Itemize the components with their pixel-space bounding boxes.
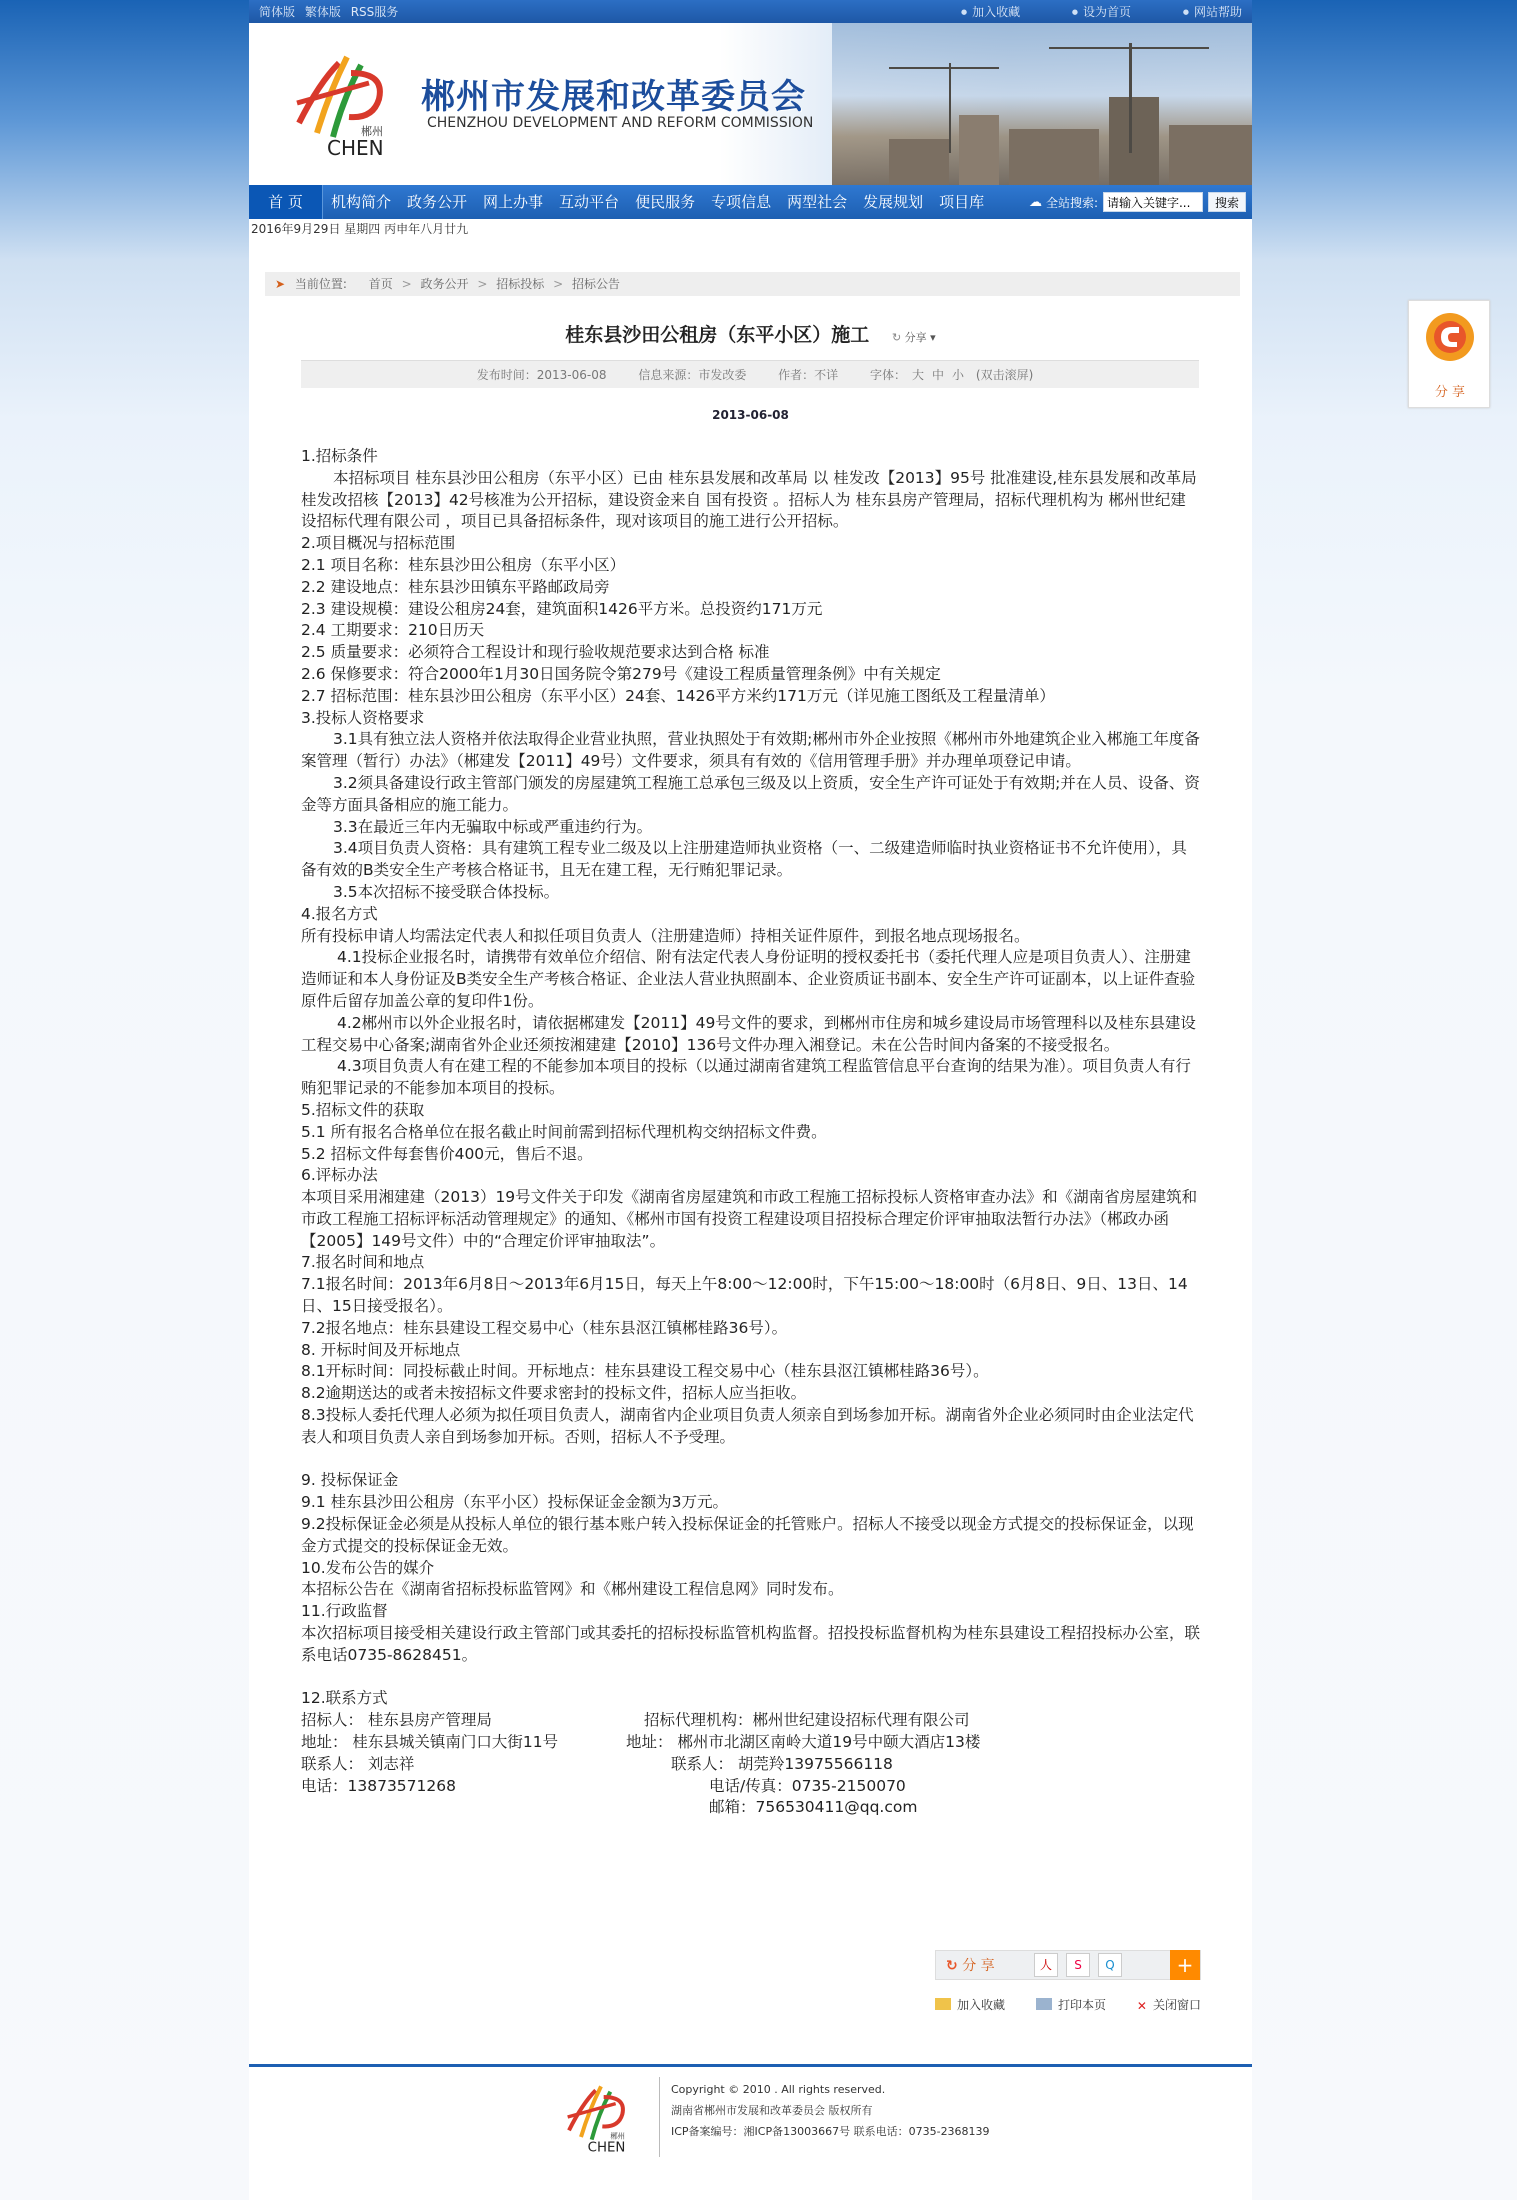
article-paragraph: 7.2报名地点：桂东县建设工程交易中心（桂东县沤江镇郴桂路36号）。 — [301, 1318, 788, 1337]
svg-text:CHEN: CHEN — [587, 2140, 626, 2156]
crane-shape — [1129, 43, 1132, 153]
close-icon: ✕ — [1136, 1999, 1147, 2013]
share-weibo-icon[interactable]: S — [1066, 1953, 1090, 1977]
utility-links — [913, 3, 1242, 20]
footer-icp: ICP备案编号：湘ICP备13003667号 联系电话：0735-2368139 — [671, 2125, 990, 2138]
info-source: 信息来源：市发改委 — [638, 368, 747, 382]
article-paragraph: 4.2郴州市以外企业报名时，请依据郴建发【2011】49号文件的要求，到郴州市住房和城乡建设局市场管理科以及桂东县建设工程交易中心备案;湖南省外企业还须按湘建建【2010】136号文件办理入湘登记。未在公告时间内备案的不接受报名。 — [301, 1013, 1196, 1054]
contact-row — [301, 1710, 1201, 1732]
page-tools — [935, 1996, 1201, 2013]
footer-copyright: Copyright © 2010 . All rights reserved. — [671, 2083, 886, 2096]
article-paragraph — [301, 1667, 1201, 1689]
share-logo-icon — [1421, 307, 1479, 375]
article-paragraph: 2.5 质量要求：必须符合工程设计和现行验收规范要求达到合格 标准 — [301, 643, 770, 662]
article-paragraph: 2.3 建设规模：建设公租房24套，建筑面积1426平方米。总投资约171万元 — [301, 599, 823, 618]
article-paragraph: 3.1具有独立法人资格并依法取得企业营业执照，营业执照处于有效期;郴州市外企业按照《郴州市外地建筑企业入郴施工年度备案管理（暂行）办法》（郴建发【2011】49号）文件要求，须具有有效的《信用管理手册》并办理单项登记申请。 — [301, 730, 1200, 771]
svg-text:郴州: 郴州 — [610, 2131, 625, 2141]
share-qzone-icon[interactable]: Q — [1098, 1953, 1122, 1977]
article-paragraph: 2.7 招标范围：桂东县沙田公租房（东平小区）24套、1426平方米约171万元（详见施工图纸及工程量清单） — [301, 686, 1055, 705]
nav-item-public-services[interactable]: 便民服务 — [635, 193, 696, 211]
contact-agency-email: 邮箱：756530411@qq.com — [709, 1798, 918, 1817]
nav-item-home[interactable]: 首 页 — [249, 185, 323, 219]
article-paragraph — [301, 1449, 1201, 1471]
main-nav — [249, 185, 1252, 219]
site-search — [1029, 192, 1252, 212]
article-paragraph: 本次招标项目接受相关建设行政主管部门或其委托的招标投标监管机构监督。招投投标监督机构为桂东县建设工程招投标办公室，联系电话0735-8628451。 — [301, 1624, 1201, 1664]
add-favorite-tool[interactable]: 加入收藏 — [935, 1996, 1005, 2013]
site-footer — [249, 2064, 1252, 2164]
footer-divider — [659, 2077, 660, 2157]
contact-tenderer-name: 招标人： 桂东县房产管理局 — [301, 1711, 492, 1730]
search-icon: ☁ — [1028, 194, 1042, 210]
article-paragraph: 9.1 桂东县沙田公租房（东平小区）投标保证金金额为3万元。 — [301, 1493, 728, 1512]
footer-logo-icon — [559, 2077, 639, 2157]
site-title: 郴州市发展和改革委员会 — [421, 77, 806, 117]
date-line: 2016年9月29日 星期四 丙申年八月廿九 — [251, 222, 469, 236]
nav-item-about[interactable]: 机构简介 — [331, 193, 392, 211]
share-bar — [935, 1950, 1201, 1980]
article-body — [301, 446, 1201, 1819]
building-shape — [1109, 97, 1159, 185]
article-paragraph: 2.2 建设地点：桂东县沙田镇东平路邮政局旁 — [301, 577, 610, 596]
article-paragraph: 8.2逾期送达的或者未按招标文件要求密封的投标文件，招标人应当拒收。 — [301, 1384, 807, 1403]
article-paragraphs — [301, 446, 1201, 1710]
font-size-small-button[interactable]: 小 — [952, 368, 965, 382]
top-utility-bar — [249, 0, 1252, 23]
article-paragraph: 本项目采用湘建建（2013）19号文件关于印发《湖南省房屋建筑和市政工程施工招标投标人资格审查办法》和《湖南省房屋建筑和市政工程施工招标评标活动管理规定》的通知、《郴州市国有投资工程建设项目招投标合理定价评审抽取法暂行办法》（郴政办函【2005】149号文件）中的“合理定价评审抽取法”。 — [301, 1188, 1198, 1250]
site-help-link[interactable]: ● 网站帮助 — [1183, 5, 1242, 19]
language-links — [259, 3, 404, 20]
page-wrapper — [249, 0, 1252, 2200]
article-paragraph: 本招标项目 桂东县沙田公租房（东平小区）已由 桂东县发展和改革局 以 桂发改【2013】95号 批准建设,桂东县发展和改革局桂发改招核【2013】42号核准为公开招标，建设资金来自 国有投资 。招标人为 桂东县房产管理局，招标代理机构为 郴州世纪建设招标代理有限公司 ，项目已具备招标条件，现对该项目的施工进行公开招标。 — [301, 468, 1197, 531]
floating-share-widget[interactable] — [1408, 300, 1490, 408]
article-title-row — [249, 320, 1252, 347]
publish-time: 发布时间：2013-06-08 — [476, 368, 607, 382]
article-paragraph: 3.3在最近三年内无骗取中标或严重违约行为。 — [333, 817, 653, 836]
crane-shape — [889, 67, 999, 69]
building-shape — [1169, 125, 1252, 185]
article-paragraph: 5.2 招标文件每套售价400元，售后不退。 — [301, 1144, 593, 1163]
printer-icon — [1036, 1998, 1052, 2010]
nav-item-planning[interactable]: 发展规划 — [863, 193, 924, 211]
breadcrumb-bidding-link[interactable]: 招标投标 — [496, 277, 545, 291]
double-click-scroll-hint: (双击滚屏) — [975, 368, 1034, 382]
author: 作者：不详 — [778, 368, 839, 382]
search-label: 全站搜索: — [1045, 195, 1098, 210]
article-paragraph: 8. 开标时间及开标地点 — [301, 1340, 461, 1359]
contact-row — [301, 1776, 1201, 1798]
lang-traditional-link[interactable]: 繁体版 — [304, 5, 341, 19]
breadcrumb-separator-icon: > — [477, 277, 488, 291]
search-input[interactable] — [1103, 192, 1203, 212]
article-paragraph: 本招标公告在《湖南省招标投标监管网》和《郴州建设工程信息网》同时发布。 — [301, 1580, 844, 1599]
breadcrumb-arrow-icon: ➤ — [275, 277, 286, 291]
nav-item-interaction[interactable]: 互动平台 — [559, 193, 620, 211]
building-shape — [959, 115, 999, 185]
article-paragraph: 6.评标办法 — [301, 1166, 378, 1185]
breadcrumb-separator-icon: > — [553, 277, 564, 291]
share-mini-icon: ↻ — [891, 331, 902, 344]
crane-shape — [1049, 47, 1209, 49]
contact-tenderer-person: 联系人： 刘志祥 — [301, 1754, 415, 1773]
add-favorite-link[interactable]: ● 加入收藏 — [961, 5, 1020, 19]
contact-tenderer-address: 地址： 桂东县城关镇南门口大街11号 — [301, 1733, 559, 1752]
article-paragraph: 10.发布公告的媒介 — [301, 1558, 435, 1577]
contact-agency-address: 地址： 郴州市北湖区南岭大道19号中颐大酒店13楼 — [626, 1733, 981, 1752]
breadcrumb-notice-link[interactable]: 招标公告 — [571, 277, 620, 291]
article-paragraph: 9.2投标保证金必须是从投标人单位的银行基本账户转入投标保证金的托管账户。招标人不接受以现金方式提交的投标保证金，以现金方式提交的投标保证金无效。 — [301, 1515, 1194, 1555]
article-paragraph: 2.1 项目名称：桂东县沙田公租房（东平小区） — [301, 555, 626, 574]
font-size-label: 字体： — [870, 368, 907, 382]
font-size-medium-button[interactable]: 中 — [932, 368, 945, 382]
share-bar-label[interactable]: ↻ 分 享 — [946, 1958, 995, 1974]
contact-row — [301, 1797, 1201, 1819]
font-size-large-button[interactable]: 大 — [912, 368, 925, 382]
breadcrumb-affairs-link[interactable]: 政务公开 — [420, 277, 469, 291]
rss-link[interactable]: RSS服务 — [350, 5, 399, 19]
folder-icon — [935, 1998, 951, 2010]
contact-agency-name: 招标代理机构：郴州世纪建设招标代理有限公司 — [644, 1711, 970, 1730]
article-paragraph: 2.项目概况与招标范围 — [301, 534, 456, 553]
article-paragraph: 2.6 保修要求：符合2000年1月30日国务院令第279号《建设工程质量管理条例》中有关规定 — [301, 664, 941, 683]
building-shape — [889, 139, 949, 185]
article-paragraph: 12.联系方式 — [301, 1689, 388, 1708]
breadcrumb — [265, 272, 1240, 296]
close-window-tool[interactable]: ✕ 关闭窗口 — [1136, 1998, 1201, 2013]
crane-shape — [949, 63, 951, 153]
contact-row — [301, 1754, 1201, 1776]
footer-owner: 湖南省郴州市发展和改革委员会 版权所有 — [671, 2104, 873, 2117]
article-paragraph: 2.4 工期要求：210日历天 — [301, 621, 485, 640]
article-paragraph: 3.投标人资格要求 — [301, 708, 425, 727]
set-homepage-link[interactable]: ● 设为首页 — [1072, 5, 1131, 19]
article-title: 桂东县沙田公租房（东平小区）施工 — [565, 324, 870, 346]
search-button[interactable]: 搜索 — [1208, 192, 1246, 212]
article-paragraph: 8.1开标时间：同投标截止时间。开标地点：桂东县建设工程交易中心（桂东县沤江镇郴桂路36号）。 — [301, 1362, 989, 1381]
breadcrumb-separator-icon: > — [401, 277, 412, 291]
contact-agency-person: 联系人： 胡莞羚13975566118 — [671, 1754, 893, 1773]
article-paragraph: 7.报名时间和地点 — [301, 1253, 425, 1272]
article-paragraph: 11.行政监督 — [301, 1602, 388, 1621]
lang-simplified-link[interactable]: 简体版 — [259, 5, 296, 19]
article-date: 2013-06-08 — [712, 408, 789, 422]
svg-text:CHEN: CHEN — [327, 136, 384, 160]
breadcrumb-home-link[interactable]: 首页 — [368, 277, 393, 291]
share-more-icon[interactable]: + — [1170, 1950, 1200, 1980]
share-logo-icon: ↻ — [946, 1958, 958, 1974]
share-mini-button[interactable]: ↻ 分享 ▾ — [891, 331, 936, 344]
article-paragraph: 所有投标申请人均需法定代表人和拟任项目负责人（注册建造师）持相关证件原件，到报名地点现场报名。 — [301, 926, 1030, 945]
article-paragraph: 9. 投标保证金 — [301, 1471, 399, 1490]
share-renren-icon[interactable]: 人 — [1034, 1953, 1058, 1977]
article-info-bar — [301, 360, 1199, 388]
footer-text — [671, 2079, 990, 2142]
article-paragraph: 1.招标条件 — [301, 447, 378, 465]
contact-agency-fax: 电话/传真：0735-2150070 — [709, 1776, 906, 1795]
article-paragraph: 4.1投标企业报名时，请携带有效单位介绍信、附有法定代表人身份证明的授权委托书（委托代理人应是项目负责人）、注册建造师证和本人身份证及B类安全生产考核合格证、企业法人营业执照副本、企业资质证书副本、安全生产许可证副本，以上证件查验原件后留存加盖公章的复印件1份。 — [301, 948, 1196, 1010]
article-paragraph: 8.3投标人委托代理人必须为拟任项目负责人，湖南省内企业项目负责人须亲自到场参加开标。湖南省外企业必须同时由企业法定代表人和项目负责人亲自到场参加开标。否则，招标人不予受理。 — [301, 1406, 1194, 1446]
article-paragraph: 3.4项目负责人资格：具有建筑工程专业二级及以上注册建造师执业资格（一、二级建造师临时执业资格证书不允许使用），具备有效的B类安全生产考核合格证书，且无在建工程，无行贿犯罪记录。 — [301, 839, 1187, 880]
nav-item-online-services[interactable]: 网上办事 — [483, 193, 544, 211]
site-logo-icon[interactable] — [289, 43, 399, 163]
building-shape — [1009, 129, 1099, 185]
svg-text:郴州: 郴州 — [361, 125, 383, 138]
contact-tenderer-phone: 电话：13873571268 — [301, 1776, 456, 1795]
nav-item-project-library[interactable]: 项目库 — [939, 193, 985, 211]
site-banner — [249, 23, 1252, 185]
article-paragraph: 7.1报名时间：2013年6月8日～2013年6月15日，每天上午8:00～12:00时，下午15:00～18:00时（6月8日、9日、13日、14日、15日接受报名）。 — [301, 1275, 1188, 1316]
contact-row — [301, 1732, 1201, 1754]
article-paragraph: 4.报名方式 — [301, 904, 378, 923]
article-paragraph: 5.1 所有报名合格单位在报名截止时间前需到招标代理机构交纳招标文件费。 — [301, 1122, 827, 1141]
site-subtitle: CHENZHOU DEVELOPMENT AND REFORM COMMISSION — [427, 115, 814, 131]
article-paragraph: 4.3项目负责人有在建工程的不能参加本项目的投标（以通过湖南省建筑工程监管信息平台查询的结果为准）。项目负责人有行贿犯罪记录的不能参加本项目的投标。 — [301, 1057, 1191, 1098]
nav-item-government-affairs[interactable]: 政务公开 — [407, 193, 468, 211]
article-paragraph: 3.5本次招标不接受联合体投标。 — [333, 882, 560, 901]
print-page-tool[interactable]: 打印本页 — [1036, 1996, 1106, 2013]
article-paragraph: 5.招标文件的获取 — [301, 1100, 425, 1119]
floating-share-label: 分 享 — [1434, 385, 1466, 400]
breadcrumb-label: 当前位置: — [294, 277, 347, 291]
nav-item-special-info[interactable]: 专项信息 — [711, 193, 772, 211]
nav-item-two-type-society[interactable]: 两型社会 — [787, 193, 848, 211]
chevron-down-icon: ▾ — [930, 331, 936, 344]
article-paragraph: 3.2须具备建设行政主管部门颁发的房屋建筑工程施工总承包三级及以上资质，安全生产许可证处于有效期;并在人员、设备、资金等方面具备相应的施工能力。 — [301, 773, 1200, 814]
